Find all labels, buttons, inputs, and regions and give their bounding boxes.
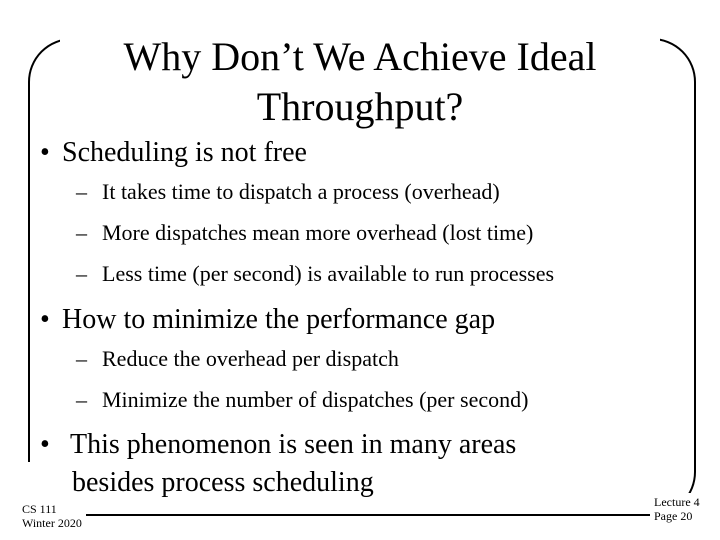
bullet-1-sub-3 [76,259,554,289]
term-label: Winter 2020 [22,516,82,530]
sub-text: Less time (per second) is available to run processes [102,261,555,286]
footer-left [22,500,86,532]
bullet-1-text: Scheduling is not free [62,137,307,168]
bullet-1-sub-1 [76,177,500,207]
bullet-2-sub-2 [76,385,528,415]
title-line-2: Throughput? [256,84,464,129]
sub-text: More dispatches mean more overhead (lost time) [102,220,534,245]
bullet-3-text-1: This phenomenon is seen in many areas [70,429,517,460]
dash-marker: – [76,261,87,286]
slide-title [60,32,660,132]
bullet-2 [40,303,495,337]
bullet-3-line-2 [72,466,374,500]
dash-marker: – [76,387,87,412]
bullet-1 [40,136,307,170]
bullet-2-sub-1 [76,344,399,374]
page-number: Page 20 [654,509,693,523]
sub-text: Minimize the number of dispatches (per second) [102,387,529,412]
dash-marker: – [76,220,87,245]
dash-marker: – [76,346,87,371]
sub-text: Reduce the overhead per dispatch [102,346,399,371]
title-line-1: Why Don’t We Achieve Ideal [123,34,597,79]
bullet-3-line-1 [40,428,516,462]
footer-right [650,493,704,525]
bullet-3-text-2: besides process scheduling [72,467,374,498]
bullet-2-text: How to minimize the performance gap [62,304,496,335]
bullet-marker: • [40,137,50,168]
bullet-marker: • [40,304,50,335]
dash-marker: – [76,179,87,204]
lecture-label: Lecture 4 [654,495,700,509]
course-label: CS 111 [22,502,57,516]
sub-text: It takes time to dispatch a process (overhead) [102,179,500,204]
bullet-1-sub-2 [76,218,533,248]
bullet-marker: • [40,429,50,460]
